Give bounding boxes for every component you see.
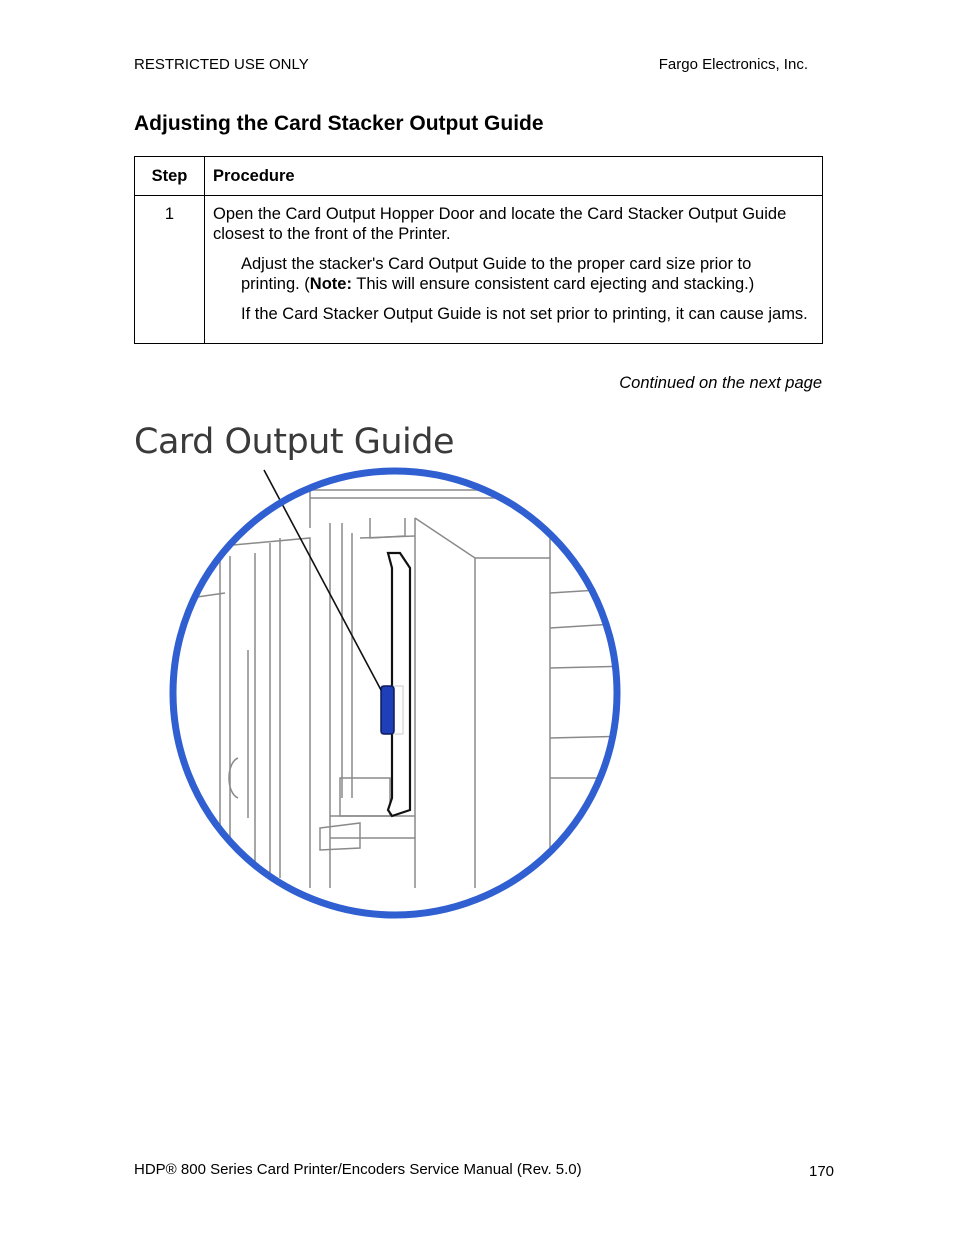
procedure-paragraph-1: Open the Card Output Hopper Door and locate the Card Stacker Output Guide closest to the front of the Printer. [213,205,787,243]
procedure-table [134,156,823,344]
procedure-paragraph-2 [241,255,814,294]
procedure-cell [205,196,823,344]
page-number: 170 [809,1163,835,1180]
column-header-procedure: Procedure [205,157,823,196]
continued-note: Continued on the next page [619,374,822,392]
step-number: 1 [135,196,205,344]
note-label: Note: [309,274,352,293]
header-restricted: RESTRICTED USE ONLY [134,56,309,73]
card-output-guide-highlight [381,686,394,734]
card-output-guide-figure [130,418,630,928]
p2-text-pre: Adjust the stacker's Card Output Guide to the proper card size prior to printing. ( [241,255,752,293]
stacker-rail [388,553,410,816]
footer-manual-title: HDP® 800 Series Card Printer/Encoders Service Manual (Rev. 5.0) [134,1161,582,1178]
p2-text-post: This will ensure consistent card ejecting and stacking.) [351,274,755,293]
procedure-paragraph-3: If the Card Stacker Output Guide is not set prior to printing, it can cause jams. [241,305,808,323]
printer-illustration [130,418,630,928]
column-header-step: Step [135,157,205,196]
header-company: Fargo Electronics, Inc. [658,56,808,73]
figure-label: Card Output Guide [134,422,454,462]
page-title: Adjusting the Card Stacker Output Guide [134,112,544,135]
table-header-row [135,157,823,196]
table-row [135,196,823,344]
